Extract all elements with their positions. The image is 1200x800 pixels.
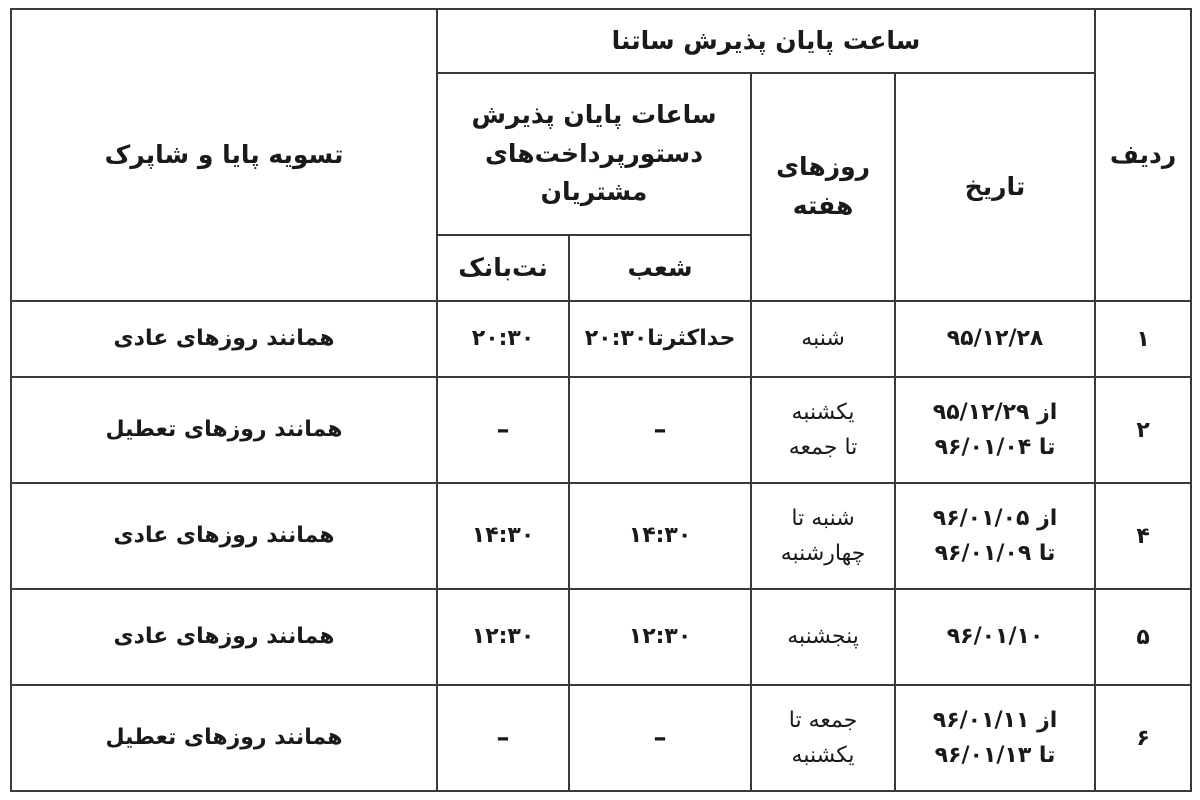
branches-time-cell: ۱۲:۳۰	[569, 589, 751, 685]
row-number-cell: ۲	[1095, 377, 1191, 483]
weekday-cell	[751, 301, 895, 377]
weekday-line-1: شنبه	[801, 326, 845, 352]
date-line-2: تا ۹۶/۰۱/۱۳	[934, 743, 1056, 768]
weekday-line-1: جمعه تا	[788, 707, 858, 733]
netbank-header: نت‌بانک	[437, 235, 569, 301]
weekday-line-1: شنبه تا	[791, 505, 855, 531]
header-row-1	[11, 9, 1191, 73]
date-line-2: تا ۹۶/۰۱/۰۴	[934, 435, 1056, 460]
date-line-1: ۹۶/۰۱/۱۰	[946, 624, 1044, 650]
netbank-time-cell: ۱۴:۳۰	[437, 483, 569, 589]
netbank-time-cell: –	[437, 377, 569, 483]
date-cell	[895, 483, 1095, 589]
date-cell	[895, 685, 1095, 791]
satna-schedule-table	[10, 8, 1192, 792]
satna-title-header: ساعت پایان پذیرش ساتنا	[437, 9, 1095, 73]
branches-time-cell: –	[569, 377, 751, 483]
netbank-time-cell: ۲۰:۳۰	[437, 301, 569, 377]
date-line-2: تا ۹۶/۰۱/۰۹	[934, 541, 1056, 566]
date-header: تاریخ	[895, 73, 1095, 301]
weekday-cell	[751, 483, 895, 589]
table-row	[11, 483, 1191, 589]
date-line-1: از ۹۶/۰۱/۰۵	[932, 505, 1058, 531]
date-cell	[895, 377, 1095, 483]
branches-time-cell: حداکثرتا۲۰:۳۰	[569, 301, 751, 377]
date-line-1: ۹۵/۱۲/۲۸	[946, 326, 1044, 352]
weekday-line-1: پنجشنبه	[787, 624, 859, 650]
settlement-header: تسویه پایا و شاپرک	[11, 9, 437, 301]
date-cell	[895, 589, 1095, 685]
row-number-cell: ۶	[1095, 685, 1191, 791]
settlement-cell: همانند روزهای عادی	[11, 301, 437, 377]
settlement-cell: همانند روزهای عادی	[11, 483, 437, 589]
weekday-cell	[751, 377, 895, 483]
customer-orders-header: ساعات پایان پذیرش دستورپرداخت‌های مشتریان	[437, 73, 751, 235]
date-line-1: از ۹۵/۱۲/۲۹	[932, 399, 1058, 425]
table-row	[11, 589, 1191, 685]
weekday-line-1: یکشنبه	[791, 399, 855, 425]
branches-time-cell: ۱۴:۳۰	[569, 483, 751, 589]
weekday-line-2: یکشنبه	[791, 743, 855, 768]
netbank-time-cell: ۱۲:۳۰	[437, 589, 569, 685]
settlement-cell: همانند روزهای تعطیل	[11, 685, 437, 791]
settlement-cell: همانند روزهای عادی	[11, 589, 437, 685]
branches-header: شعب	[569, 235, 751, 301]
branches-time-cell: –	[569, 685, 751, 791]
weekday-line-2: تا جمعه	[788, 435, 858, 460]
table-row	[11, 685, 1191, 791]
row-number-cell: ۴	[1095, 483, 1191, 589]
weekday-cell	[751, 685, 895, 791]
table-row	[11, 301, 1191, 377]
weekday-cell	[751, 589, 895, 685]
date-cell	[895, 301, 1095, 377]
netbank-time-cell: –	[437, 685, 569, 791]
row-number-header: ردیف	[1095, 9, 1191, 301]
schedule-table-container	[10, 8, 1190, 792]
settlement-cell: همانند روزهای تعطیل	[11, 377, 437, 483]
row-number-cell: ۱	[1095, 301, 1191, 377]
row-number-cell: ۵	[1095, 589, 1191, 685]
weekdays-header: روزهای هفته	[751, 73, 895, 301]
table-row	[11, 377, 1191, 483]
date-line-1: از ۹۶/۰۱/۱۱	[932, 707, 1058, 733]
weekday-line-2: چهارشنبه	[780, 541, 866, 566]
